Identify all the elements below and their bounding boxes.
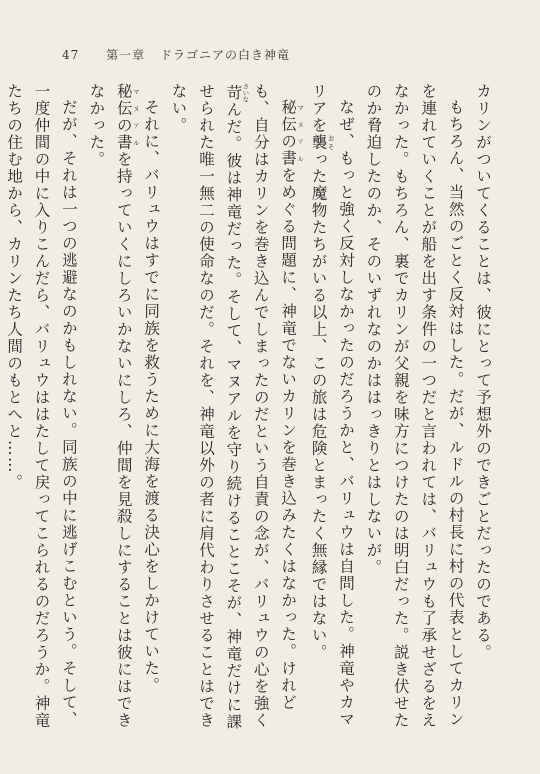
ruby-annotated-word: 秘伝の書 マヌアル — [279, 98, 305, 167]
ruby-reading: さいな — [241, 83, 250, 103]
text-run: もちろん、当然のごとく反対はした。だが、ルドルの村長に村の代表としてカリンを連れていくことが船を出す条件の一つだと言われては、バリュウも了承せざるをえなかった。もちろん、裏でカリンが父親を味方につけたのは明白だった。説き伏せたのか脅迫したのか、そのいずれなのかははっきりとはしないが。 — [364, 83, 465, 729]
ruby-reading: おそ — [326, 134, 335, 151]
running-header — [62, 46, 290, 63]
text-run: だが、それは一つの逃避なのかもしれない。同族の中に逃げこむという。そして、一度仲間の中に入りこんだら、バリュウははたして戻ってこられるのだろうか。神竜たちの住む地から、カリンたち人間のもとへと……。 — [5, 83, 78, 729]
text-run: を持っていくにしろいかないにしろ、仲間を見殺しにすることは彼にはできなかった。 — [87, 83, 133, 729]
ruby-reading: マヌアル — [296, 98, 305, 167]
text-run: んだ。彼は神竜だった。そして、マヌアルを守り続けることこそが、神竜だけに課せられた唯一無二の使命なのだ。それを、神竜以外の者に肩代わりさせることはできない。 — [169, 83, 243, 731]
page-number: 47 — [62, 48, 80, 62]
text-run: カリンがついてくることは、彼にとって予想外のできごとだったのである。 — [474, 83, 492, 661]
text-run: それに、バリュウはすでに同族を救うために大海を渡る決心をしかけていた。 — [142, 98, 161, 694]
paragraph — [164, 83, 304, 743]
text-run: った魔物たちがいる以上、この旅は危険とまったく無縁ではない。 — [309, 151, 328, 661]
ruby-annotated-word: 苛 さいな — [224, 83, 250, 103]
chapter-label: 第一章 — [106, 48, 146, 62]
chapter-title: ドラゴニアの白き神竜 — [159, 48, 290, 62]
paragraph — [359, 83, 469, 743]
ruby-annotated-word: 襲 おそ — [309, 134, 335, 151]
text-run: をめぐる問題に、神竜でないカリンを巻き込みたくはなかった。けれども、自分はカリンを巻き込んでしまったのだという自責の念が、バリュウの心を強く — [251, 83, 298, 729]
ruby-reading: マヌアル — [131, 83, 140, 151]
paragraph — [0, 83, 82, 743]
paragraph — [304, 83, 359, 743]
body-text — [5, 83, 496, 743]
ruby-annotated-word: 秘伝の書 マヌアル — [114, 83, 140, 151]
paragraph — [82, 83, 164, 743]
paragraph — [469, 83, 496, 743]
text-run: なぜ、もっと強く反対しなかったのだろうかと、バリュウは自問した。神竜やカマリアを — [309, 83, 355, 728]
